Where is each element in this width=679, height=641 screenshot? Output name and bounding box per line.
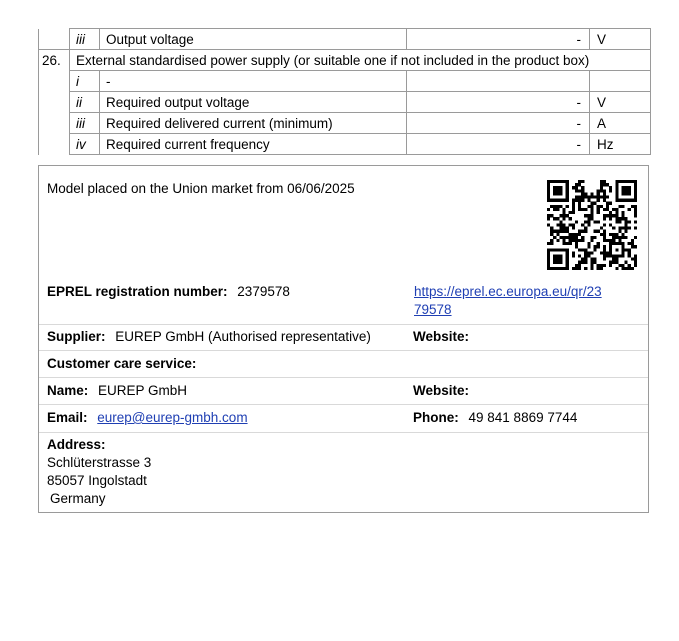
divider [39,404,648,405]
qr-code-icon[interactable] [547,180,637,270]
sub-index-cell: ii [70,92,100,113]
unit-cell: V [590,29,651,50]
unit-cell: A [590,113,651,134]
email-label: Email: [47,410,88,425]
description-cell: Required current frequency [100,134,407,155]
eprel-row [47,283,290,301]
divider [39,324,648,325]
divider [39,350,648,351]
eprel-link-line1[interactable]: https://eprel.ec.europa.eu/qr/23 [414,284,602,299]
value-cell [407,71,590,92]
name-row [47,382,187,400]
supplier-row [47,328,371,346]
address-line3: Germany [50,491,106,506]
spec-table [38,28,651,155]
unit-cell [590,71,651,92]
row-number-cell [39,29,70,50]
eprel-link-line2[interactable]: 79578 [414,302,452,317]
sub-index-cell: iv [70,134,100,155]
sub-index-cell: iii [70,113,100,134]
row-number-cell [39,71,70,92]
phone-row [413,409,577,427]
table-row [39,29,651,50]
table-row [39,71,651,92]
value-cell: - [407,29,590,50]
address-line2: 85057 Ingolstadt [47,473,147,488]
row-number-cell [39,92,70,113]
address-label: Address: [47,437,106,452]
name-value: EUREP GmbH [98,383,188,398]
description-cell: Required delivered current (minimum) [100,113,407,134]
supplier-label: Supplier: [47,329,106,344]
description-cell: Output voltage [100,29,407,50]
description-cell: - [100,71,407,92]
address-line1: Schlüterstrasse 3 [47,455,152,470]
divider [39,432,648,433]
supplier-website-label: Website: [413,329,470,344]
unit-cell: V [590,92,651,113]
row-number-cell [39,134,70,155]
table-row [39,92,651,113]
table-row [39,113,651,134]
value-cell: - [407,92,590,113]
eprel-number: 2379578 [237,284,290,299]
row-number-cell: 26. [39,50,70,71]
market-date-text: Model placed on the Union market from 06/06/2025 [47,181,355,196]
email-link[interactable]: eurep@eurep-gmbh.com [97,410,248,425]
description-cell: Required output voltage [100,92,407,113]
eprel-label: EPREL registration number: [47,284,228,299]
divider [39,377,648,378]
table-row [39,50,651,71]
value-cell: - [407,113,590,134]
sub-index-cell: i [70,71,100,92]
value-cell: - [407,134,590,155]
sub-index-cell: iii [70,29,100,50]
email-row [47,409,248,427]
phone-value: 49 841 8869 7744 [468,410,578,425]
phone-label: Phone: [413,410,459,425]
table-row [39,134,651,155]
unit-cell: Hz [590,134,651,155]
name-label: Name: [47,383,89,398]
customer-website-label: Website: [413,383,470,398]
section-title-cell: External standardised power supply (or suitable one if not included in the product box) [70,50,651,71]
customer-care-label: Customer care service: [47,356,197,371]
row-number-cell [39,113,70,134]
product-info-box [38,165,649,513]
supplier-value: EUREP GmbH (Authorised representative) [115,329,371,344]
